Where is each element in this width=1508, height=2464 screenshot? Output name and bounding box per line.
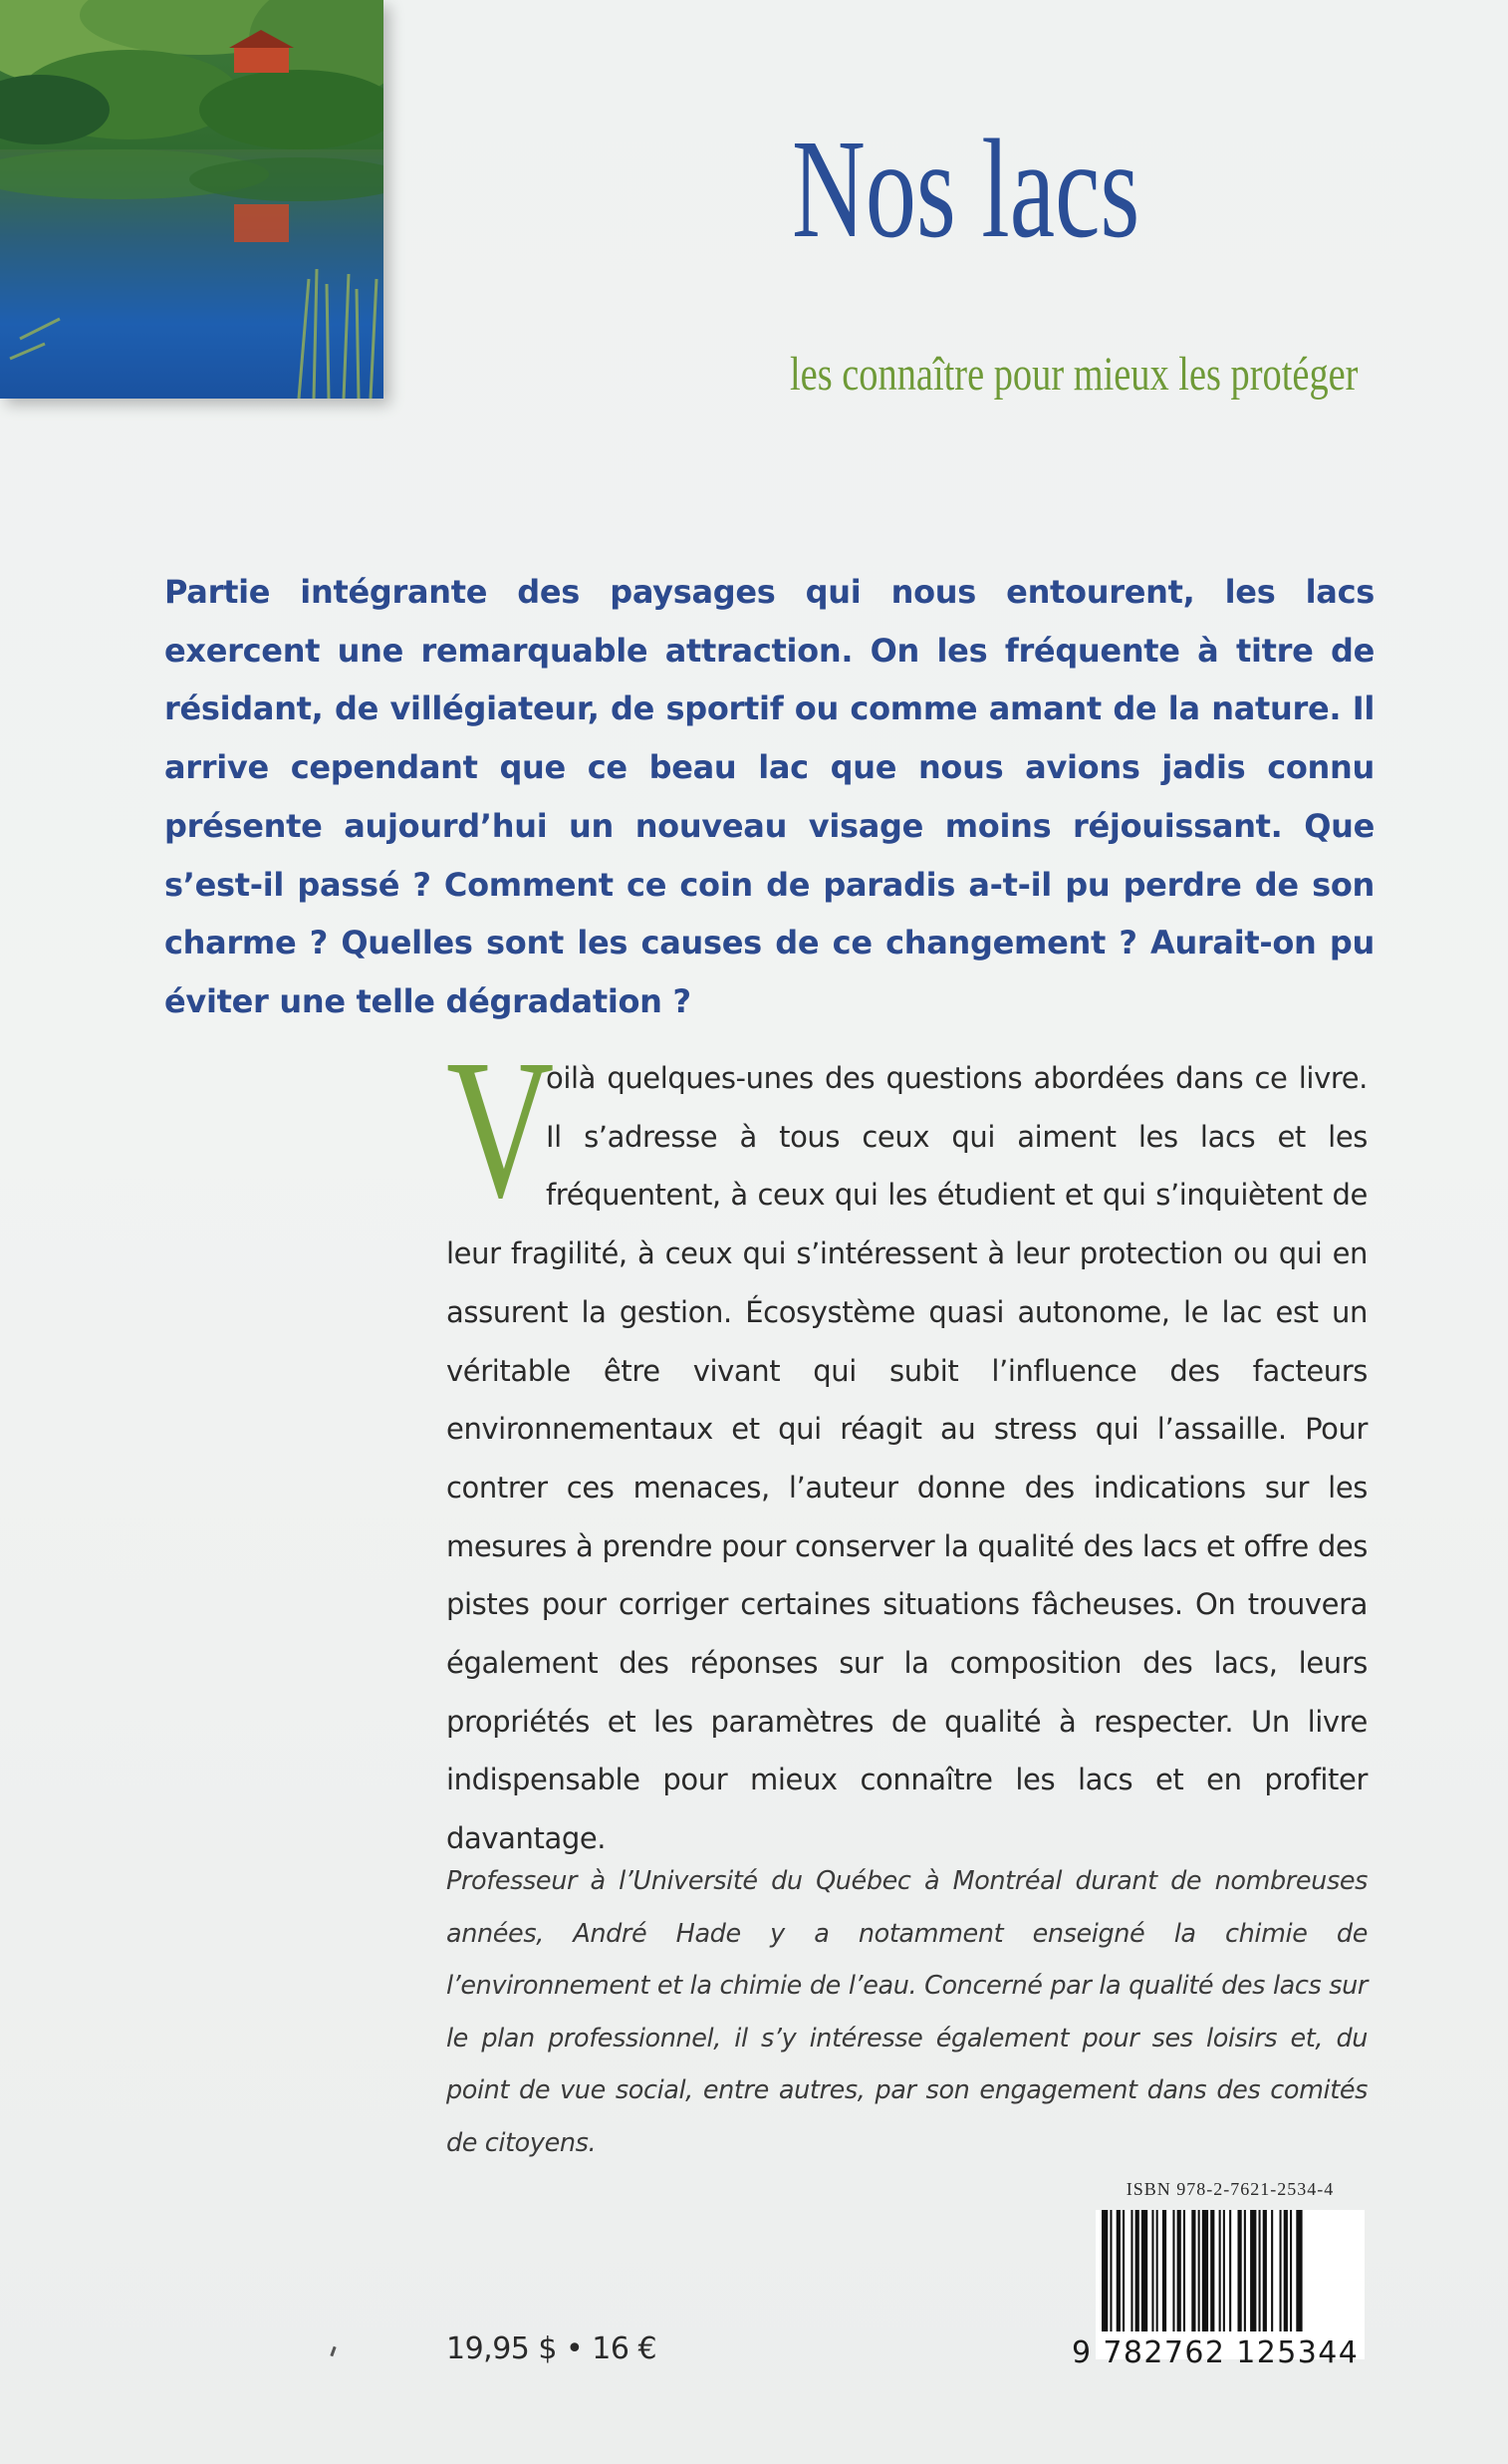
isbn-label: ISBN 978-2-7621-2534-4	[1126, 2179, 1335, 2199]
book-subtitle: les connaître pour mieux les protéger	[790, 348, 1359, 401]
smudge-mark	[330, 2346, 336, 2356]
body-paragraph	[446, 1019, 1368, 1868]
author-bio: Professeur à l’Université du Québec à Montréal durant de nombreuses années, André Hade y a notamment enseigné la chimie de l’environnement et la chimie de l’eau. Concerné par la qualité des lacs sur le plan professionnel, il s’y intéresse également pour ses loisirs et, du point de vue social, entre autres, par son engagement dans des comités de citoyens.	[446, 1866, 1368, 2158]
drop-cap: V	[446, 1019, 555, 1239]
price-label: 19,95 $ • 16 €	[446, 2331, 657, 2366]
cover-photo-lake	[0, 0, 383, 399]
barcode-digits: 9 782762 125344	[1072, 2335, 1360, 2370]
lead-paragraph: Partie intégrante des paysages qui nous entourent, les lacs exercent une remarquable attraction. On les fréquente à titre de résidant, de villégiateur, de sportif ou comme amant de la nature. Il arrive cependant que ce beau lac que nous avions jadis connu présente aujourd’hui un nouveau visage moins réjouissant. Que s’est-il passé ? Comment ce coin de paradis a-t-il pu perdre de son charme ? Quelles sont les causes de ce changement ? Aurait-on pu éviter une telle dégradation ?	[164, 573, 1375, 1020]
body-text: oilà quelques-unes des questions abordées dans ce livre. Il s’adresse à tous ceux qui aiment les lacs et les fréquentent, à ceux qui les étudient et qui s’inquiètent de leur fragilité, à ceux qui s’intéressent à leur protection ou qui en assurent la gestion. Écosystème quasi autonome, le lac est un véritable être vivant qui subit l’influence des facteurs environnementaux et qui réagit au stress qui l’assaille. Pour contrer ces menaces, l’auteur donne des indications sur les mesures à prendre pour conserver la qualité des lacs et offre des pistes pour corriger certaines situations fâcheuses. On trouvera également des réponses sur la composition des lacs, leurs propriétés et les paramètres de qualité à respecter. Un livre indispensable pour mieux connaître les lacs et en profiter davantage.	[446, 1061, 1368, 1856]
book-title: Nos lacs	[792, 110, 1140, 267]
